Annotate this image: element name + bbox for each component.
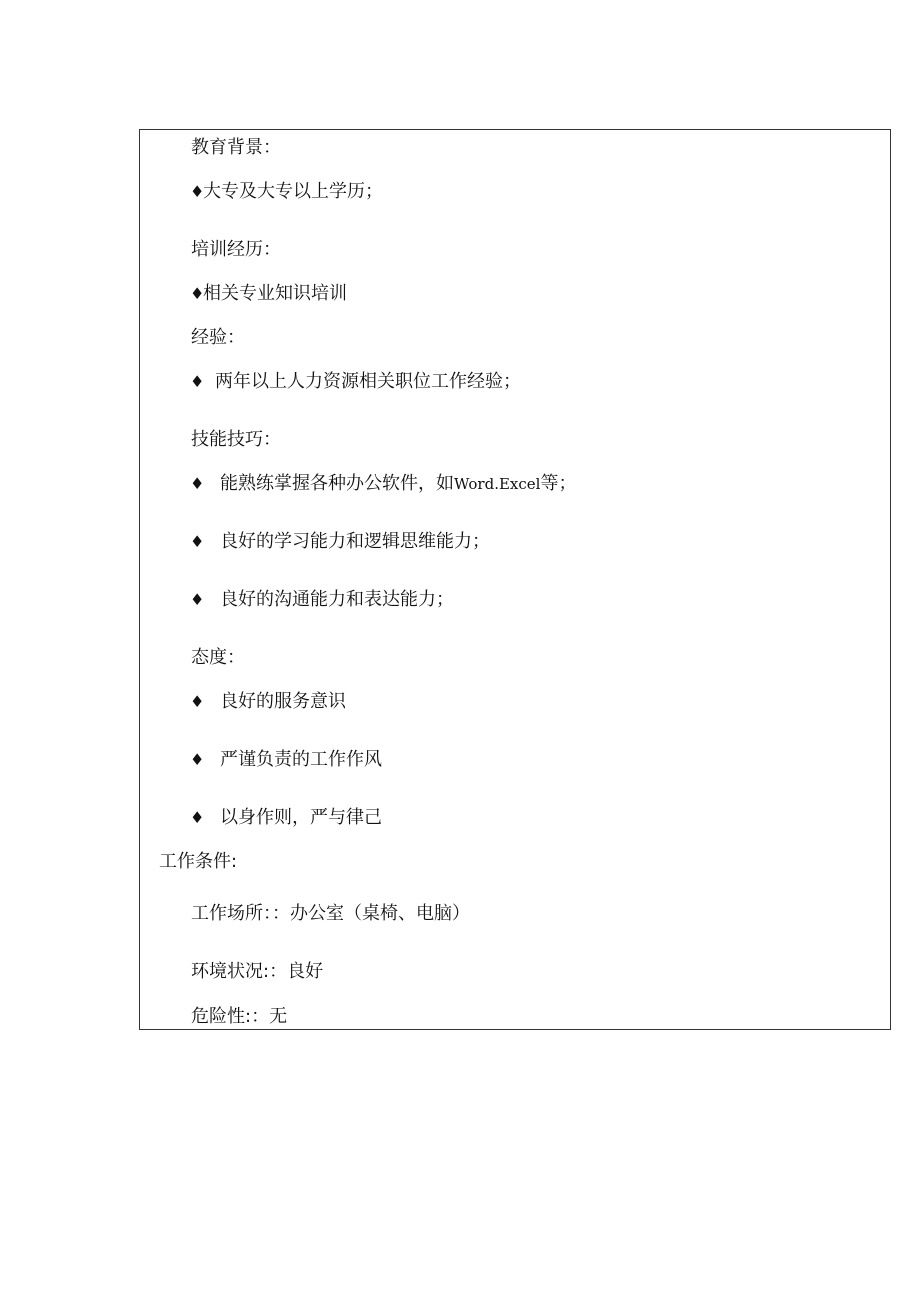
skills-item-suffix: 等； — [540, 473, 577, 494]
attitude-item: 以身作则，严与律己 — [220, 807, 382, 828]
skills-item-prefix: 能熟练掌握各种办公软件，如 — [220, 473, 454, 494]
attitude-item: 良好的服务意识 — [220, 691, 346, 712]
conditions-workplace: 工作场所：：办公室（桌椅、电脑） — [191, 903, 470, 924]
skills-heading: 技能技巧： — [191, 429, 281, 450]
diamond-bullet-icon: ♦ — [190, 590, 205, 609]
skills-item: 良好的沟通能力和表达能力； — [220, 589, 454, 610]
conditions-heading: 工作条件: — [159, 851, 238, 872]
experience-item: 两年以上人力资源相关职位工作经验； — [215, 371, 521, 392]
diamond-bullet-icon: ♦ — [190, 182, 205, 201]
attitude-heading: 态度： — [191, 647, 245, 668]
conditions-hazard: 危险性:：无 — [191, 1006, 288, 1027]
skills-item: 良好的学习能力和逻辑思维能力； — [220, 531, 490, 552]
diamond-bullet-icon: ♦ — [190, 372, 205, 391]
diamond-bullet-icon: ♦ — [190, 474, 205, 493]
education-heading: 教育背景： — [191, 137, 281, 158]
education-item: 大专及大专以上学历； — [203, 181, 383, 202]
diamond-bullet-icon: ♦ — [190, 532, 205, 551]
skills-item-office-software — [220, 473, 576, 495]
diamond-bullet-icon: ♦ — [190, 808, 205, 827]
attitude-item: 严谨负责的工作作风 — [220, 749, 382, 770]
diamond-bullet-icon: ♦ — [190, 284, 205, 303]
experience-heading: 经验： — [191, 327, 245, 348]
skills-item-software-names: Word.Excel — [454, 475, 541, 493]
training-item: 相关专业知识培训 — [203, 283, 347, 304]
diamond-bullet-icon: ♦ — [190, 692, 205, 711]
diamond-bullet-icon: ♦ — [190, 750, 205, 769]
conditions-environment: 环境状况:：良好 — [191, 961, 324, 982]
content-frame — [139, 129, 891, 1030]
training-heading: 培训经历： — [191, 239, 281, 260]
